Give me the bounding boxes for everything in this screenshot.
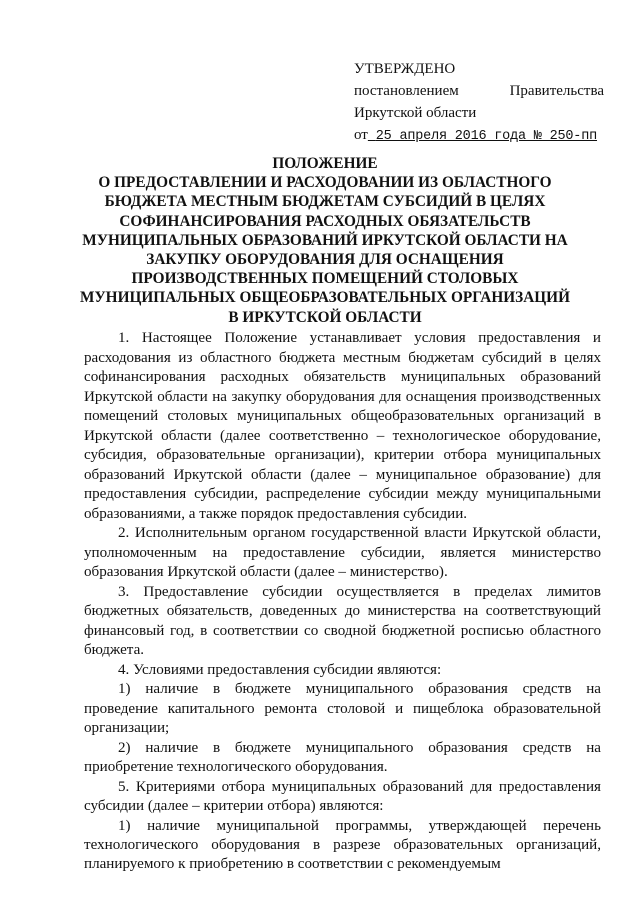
paragraph-4-item-2: 2) наличие в бюджете муниципального образования средств на приобретение технологического оборудования.	[84, 739, 601, 775]
approved-label: УТВЕРЖДЕНО	[354, 61, 456, 77]
paragraph-5-item-1: 1) наличие муниципальной программы, утверждающей перечень технологического оборудования в разрезе образовательных организаций, планируемого к приобретению в соответствии с рекомендуемым	[84, 817, 601, 872]
approval-stamp	[354, 58, 604, 148]
approval-government: Правительства	[509, 83, 604, 99]
paragraph-1: 1. Настоящее Положение устанавливает условия предоставления и расходования из областного бюджета местным бюджетам субсидий в целях софинансирования расходных обязательств муниципальных образований Иркутской области на закупку оборудования для оснащения производственных помещений столовых муниципальных общеобразовательных организаций в Иркутской области (далее соответственно – технологическое оборудование, субсидия, образовательные организации), критерии отбора муниципальных образований Иркутской области (далее – муниципальное образование) для предоставления субсидии, распределение субсидии между муниципальными образованиями, а также порядок предоставления субсидии.	[84, 330, 601, 522]
title-subject: О ПРЕДОСТАВЛЕНИИ И РАСХОДОВАНИИ ИЗ ОБЛАСТНОГО БЮДЖЕТА МЕСТНЫМ БЮДЖЕТАМ СУБСИДИЙ В ЦЕЛЯХ СОФИНАНСИРОВАНИЯ РАСХОДНЫХ ОБЯЗАТЕЛЬСТВ МУНИЦИПАЛЬНЫХ ОБРАЗОВАНИЙ ИРКУТСКОЙ ОБЛАСТИ НА ЗАКУПКУ ОБОРУДОВАНИЯ ДЛЯ ОСНАЩЕНИЯ ПРОИЗВОДСТВЕННЫХ ПОМЕЩЕНИЙ СТОЛОВЫХ МУНИЦИПАЛЬНЫХ ОБЩЕОБРАЗОВАТЕЛЬНЫХ ОРГАНИЗАЦИЙ В ИРКУТСКОЙ ОБЛАСТИ	[80, 174, 570, 326]
document-body	[84, 329, 601, 874]
paragraph-5: 5. Критериями отбора муниципальных образований для предоставления субсидии (далее – критерии отбора) являются:	[84, 778, 601, 814]
paragraph-3: 3. Предоставление субсидии осуществляется в пределах лимитов бюджетных обязательств, доведенных до министерства на соответствующий финансовый год, в соответствии со сводной бюджетной росписью областного бюджета.	[84, 583, 601, 658]
approval-date	[368, 129, 597, 144]
approval-date-prefix: от	[354, 127, 368, 143]
paragraph-2: 2. Исполнительным органом государственной власти Иркутской области, уполномоченным на предоставление субсидии, является министерство образования Иркутской области (далее – министерство).	[84, 525, 601, 580]
paragraph-4-item-1: 1) наличие в бюджете муниципального образования средств на проведение капитального ремонта столовой и пищеблока образовательной организации;	[84, 681, 601, 736]
approval-date-line	[354, 124, 604, 148]
approval-decree: постановлением	[354, 83, 459, 99]
title-heading: ПОЛОЖЕНИЕ	[272, 155, 378, 172]
document-title	[80, 154, 570, 327]
approval-line	[354, 80, 604, 102]
approval-region: Иркутской области	[354, 105, 477, 121]
approval-date-text: 25 апреля 2016 года № 250-пп	[375, 129, 598, 144]
paragraph-4: 4. Условиями предоставления субсидии являются:	[118, 661, 442, 678]
